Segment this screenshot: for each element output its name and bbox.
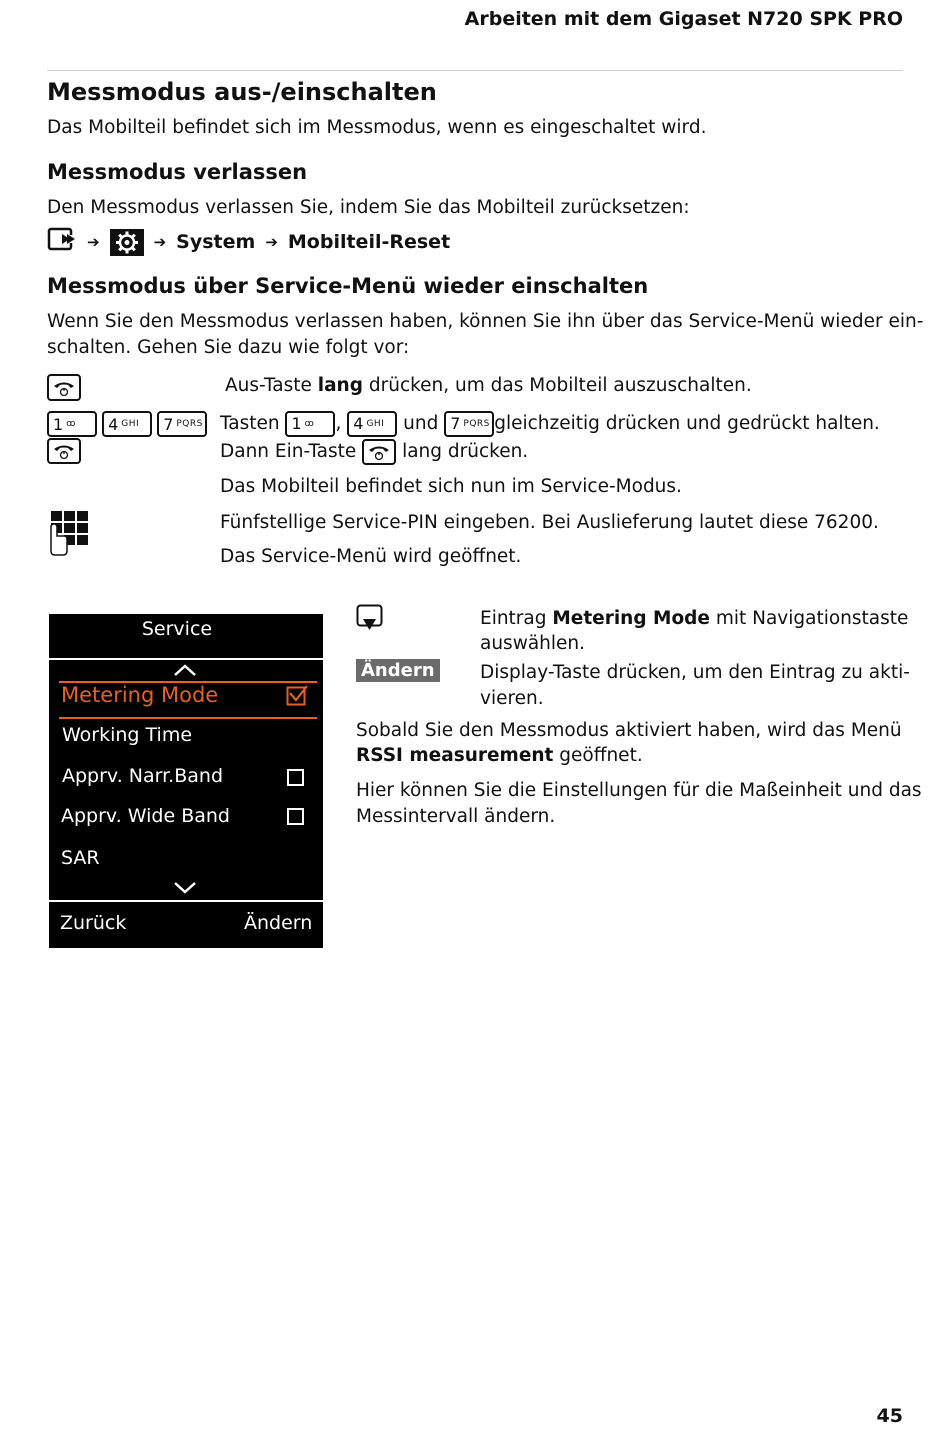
unchecked-checkbox-icon[interactable] [287,808,304,825]
step-2-comma: , [335,413,342,434]
step-3-text: Das Mobilteil befindet sich nun im Service-Modus. [220,476,682,497]
menu-key-icon [47,227,77,258]
key-1-icon: 1 ꝏ [47,411,97,437]
scroll-up-icon [173,662,197,681]
right-para-1-post: geöffnet. [553,745,643,766]
screen-title-separator [49,658,323,660]
right-step-1-bold: Metering Mode [552,608,710,629]
screen-item-metering-mode[interactable]: Metering Mode [61,683,219,707]
rssi-bold: RSSI measurement [356,745,554,766]
keypad-hand-icon [47,509,91,561]
right-step-1-pre: Eintrag [480,608,553,629]
unchecked-checkbox-icon[interactable] [287,769,304,786]
end-call-key-icon [362,439,396,465]
step-1-bold: lang [317,375,363,396]
step-2-line2-post: lang drücken. [402,441,529,462]
step-2-line2 [220,439,910,465]
step-2-line2-pre: Dann Ein-Taste [220,441,357,462]
section-heading-verlassen: Messmodus verlassen [47,160,308,184]
screen-item-wide-band[interactable]: Apprv. Wide Band [61,805,230,827]
step-1-pre: Aus-Taste [225,375,318,396]
key-4-icon: 4 GHI [347,411,397,437]
softkey-separator [49,900,323,902]
step-2-pre: Tasten [220,413,280,434]
aendern-badge: Ändern [356,659,440,682]
end-call-key-icon [47,438,81,464]
step-1-post: drücken, um das Mobilteil auszuschalten. [362,375,752,396]
section-heading-messmodus: Messmodus aus-/einschalten [47,78,437,106]
key-7-icon: 7 PQRS [444,411,494,437]
screen-item-narr-band[interactable]: Apprv. Narr.Band [62,765,223,787]
right-para-2-line1: Hier können Sie die Einstellungen für die Maßeinheit und das [356,780,922,801]
step-1-text [225,373,915,399]
section-heading-service-menu: Messmodus über Service-Menü wieder einschalten [47,274,649,298]
scroll-down-icon [173,880,197,899]
screen-item-working-time[interactable]: Working Time [62,724,193,746]
nav-item-mobilteil-reset: Mobilteil-Reset [287,231,451,253]
arrow-icon: ➔ [87,233,100,251]
key-4-icon: 4 GHI [102,411,152,437]
right-para-1-line1: Sobald Sie den Messmodus aktiviert haben, wird das Menü [356,720,902,741]
step-2-text [220,411,910,437]
arrow-icon: ➔ [153,233,167,251]
softkey-aendern[interactable]: Ändern [244,912,313,934]
section2-text: Den Messmodus verlassen Sie, indem Sie das Mobilteil zurücksetzen: [47,197,690,218]
section3-text-line2: schalten. Gehen Sie dazu wie folgt vor: [47,337,410,358]
nav-item-system: System [176,231,256,253]
settings-gear-icon [110,229,144,256]
screen-item-sar[interactable]: SAR [61,847,100,869]
menu-path [47,228,450,256]
key-7-icon: 7 PQRS [157,411,207,437]
arrow-icon: ➔ [265,233,278,251]
end-call-key-icon [47,374,81,401]
key-combo-icons [47,411,207,437]
display-key-badge [356,660,440,681]
section1-text: Das Mobilteil befindet sich im Messmodus, wenn es eingeschaltet wird. [47,117,707,138]
right-step-2-line1: Display-Taste drücken, um den Eintrag zu akti- [480,662,910,683]
page-number: 45 [876,1405,903,1427]
step-4-text: Fünfstellige Service-PIN eingeben. Bei Auslieferung lautet diese 76200. [220,512,879,533]
right-step-1-post: mit Navigationstaste [709,608,909,629]
screen-title: Service [141,618,213,640]
step-5-text: Das Service-Menü wird geöffnet. [220,546,522,567]
softkey-zurueck[interactable]: Zurück [60,912,127,934]
right-step-1-line2: auswählen. [480,633,586,654]
header-rule [47,70,903,71]
navigation-key-down-icon [356,604,384,636]
checked-checkbox-icon [286,684,308,710]
step-2-und: und [403,413,439,434]
section3-text-line1: Wenn Sie den Messmodus verlassen haben, können Sie ihn über das Service-Menü wieder ein- [47,311,924,332]
key-1-icon: 1 ꝏ [285,411,335,437]
right-para-2-line2: Messintervall ändern. [356,806,556,827]
right-para-1-line2 [356,743,643,769]
right-step-1-line1 [480,606,908,632]
step-2-post: gleichzeitig drücken und gedrückt halten. [494,413,880,434]
right-step-2-line2: vieren. [480,688,544,709]
running-header: Arbeiten mit dem Gigaset N720 SPK PRO [464,8,903,30]
